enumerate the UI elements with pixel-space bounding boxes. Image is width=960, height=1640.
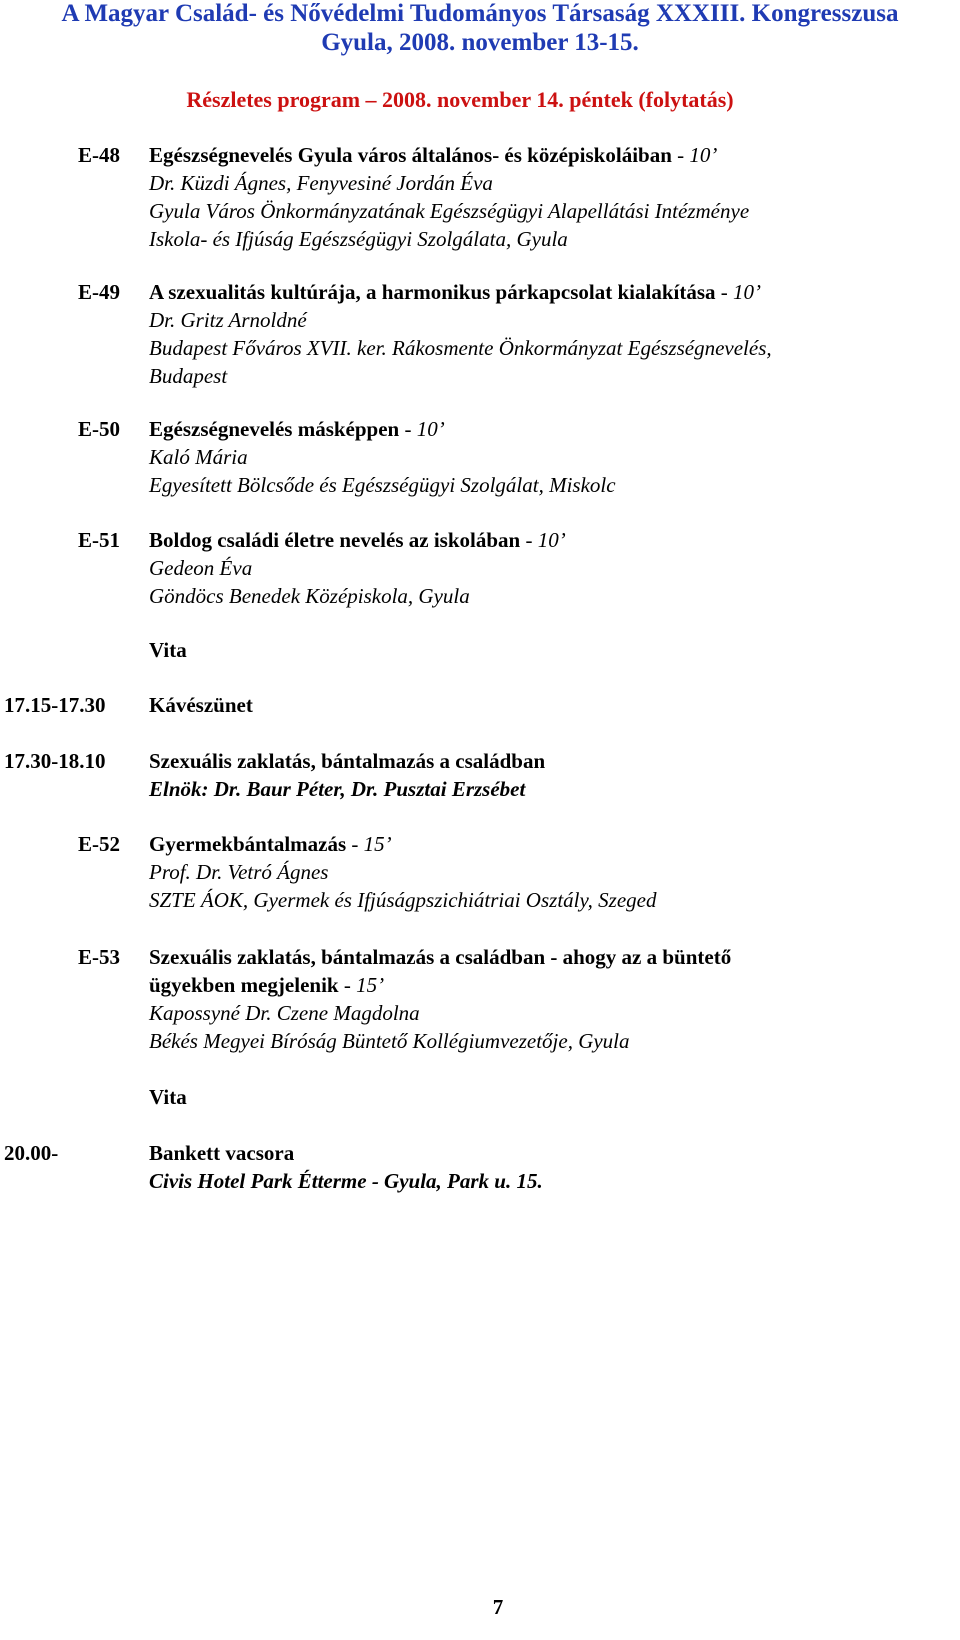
conference-title-line2: Gyula, 2008. november 13-15.	[321, 29, 639, 56]
discussion-label: Vita	[149, 638, 187, 662]
item-institution: Egyesített Bölcsőde és Egészségügyi Szolgálat, Miskolc	[149, 473, 616, 497]
item-institution: Iskola- és Ifjúság Egészségügyi Szolgálata, Gyula	[149, 227, 568, 251]
item-institution: Budapest Főváros XVII. ker. Rákosmente Önkormányzat Egészségnevelés,	[149, 336, 772, 360]
item-title-line	[149, 528, 566, 553]
banquet-place: Civis Hotel Park Étterme - Gyula, Park u. 15.	[149, 1169, 543, 1193]
item-institution: SZTE ÁOK, Gyermek és Ifjúságpszichiátriai Osztály, Szeged	[149, 888, 657, 912]
item-author: Kaló Mária	[149, 445, 248, 469]
item-author: Prof. Dr. Vetró Ágnes	[149, 860, 329, 884]
item-code: E-49	[78, 280, 120, 304]
item-title: Szexuális zaklatás, bántalmazás a családban - ahogy az a büntető	[149, 945, 732, 969]
session-chair: Elnök: Dr. Baur Péter, Dr. Pusztai Erzsébet	[149, 777, 526, 801]
item-duration: - 15’	[338, 973, 385, 997]
item-title-line	[149, 973, 384, 998]
session-title: Szexuális zaklatás, bántalmazás a családban	[149, 749, 546, 773]
item-title-line	[149, 143, 717, 168]
break-time: 17.15-17.30	[4, 693, 106, 717]
item-duration: - 15’	[346, 832, 392, 856]
item-author: Gedeon Éva	[149, 556, 253, 580]
item-title-line	[149, 832, 392, 857]
item-title-line	[149, 280, 761, 305]
item-title: Egészségnevelés másképpen	[149, 417, 400, 441]
break-label: Kávészünet	[149, 693, 253, 717]
item-code: E-48	[78, 143, 120, 167]
banquet-time: 20.00-	[4, 1141, 59, 1165]
discussion-label: Vita	[149, 1085, 187, 1109]
item-institution: Göndöcs Benedek Középiskola, Gyula	[149, 584, 470, 608]
item-institution: Békés Megyei Bíróság Büntető Kollégiumvezetője, Gyula	[149, 1029, 630, 1053]
banquet-title: Bankett vacsora	[149, 1141, 295, 1165]
page-number: 7	[492, 1595, 504, 1619]
item-duration: - 10’	[715, 280, 762, 304]
item-institution: Gyula Város Önkormányzatának Egészségügyi Alapellátási Intézménye	[149, 199, 750, 223]
item-duration: - 10’	[399, 417, 445, 441]
conference-title-line1: A Magyar Család- és Nővédelmi Tudományos Társaság XXXIII. Kongresszusa	[61, 0, 899, 27]
item-title: A szexualitás kultúrája, a harmonikus párkapcsolat kialakítása	[149, 280, 716, 304]
item-title: Gyermekbántalmazás	[149, 832, 347, 856]
item-duration: - 10’	[671, 143, 718, 167]
item-code: E-53	[78, 945, 120, 969]
program-subtitle: Részletes program – 2008. november 14. péntek (folytatás)	[186, 87, 734, 112]
item-title: ügyekben megjelenik	[149, 973, 339, 997]
session-time: 17.30-18.10	[4, 749, 106, 773]
item-title: Egészségnevelés Gyula város általános- és középiskoláiban	[149, 143, 672, 167]
item-code: E-50	[78, 417, 120, 441]
item-title: Boldog családi életre nevelés az iskolában	[149, 528, 521, 552]
item-code: E-51	[78, 528, 120, 552]
item-duration: - 10’	[520, 528, 566, 552]
item-author: Dr. Gritz Arnoldné	[149, 308, 307, 332]
item-author: Kapossyné Dr. Czene Magdolna	[149, 1001, 420, 1025]
item-title-line	[149, 417, 445, 442]
item-institution: Budapest	[149, 364, 228, 388]
item-author: Dr. Küzdi Ágnes, Fenyvesiné Jordán Éva	[149, 171, 493, 195]
item-code: E-52	[78, 832, 120, 856]
